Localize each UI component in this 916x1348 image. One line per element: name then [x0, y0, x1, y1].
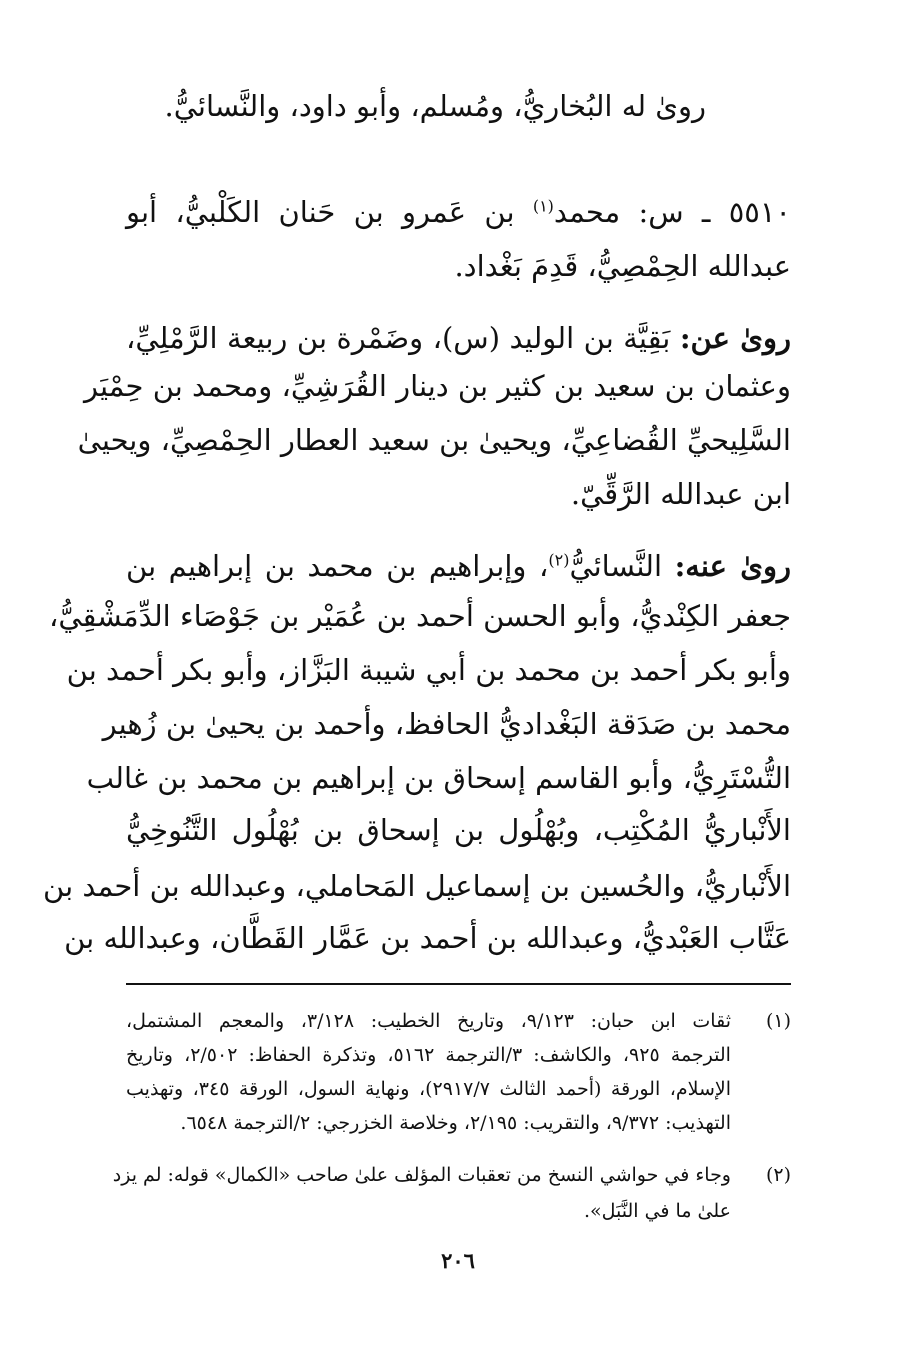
footnote-1-line-1: [126, 1006, 791, 1036]
rawa-anhu-line-8: [64, 918, 791, 958]
footnote-ref-1: (١): [532, 196, 554, 216]
footnote-ref-2: (٢): [548, 550, 570, 570]
rawa-anhu-line-2: [49, 596, 791, 636]
footnote-1-line-4: [126, 1108, 791, 1138]
rawa-anhu-line-7: [43, 866, 791, 906]
rawa-anhu-line-5-text: التُّسْتَرِيُّ، وأبو القاسم إسحاق بن إبراهيم بن محمد بن غالب: [86, 761, 791, 795]
footnote-1-line-1-text: ثقات ابن حبان: ٩/١٢٣، وتاريخ الخطيب: ٣/١٢٨، والمعجم المشتمل،: [126, 1010, 731, 1032]
footnote-separator: [126, 983, 791, 985]
rawa-anhu-first-name: النَّسائيُّ: [569, 549, 663, 583]
entry-number-and-name: ٥٥١٠ ـ س: محمد: [553, 195, 792, 229]
rawa-an-line-3-text: السَّلِيحيِّ القُضاعِيِّ، ويحيىٰ بن سعيد العطار الحِمْصِيِّ، ويحيىٰ: [77, 423, 791, 457]
rawa-anhu-label: روىٰ عنه:: [674, 549, 792, 583]
footnote-1-line-4-text: التهذيب: ٩/٣٧٢، والتقريب: ٢/١٩٥، وخلاصة الخزرجي: ٢/الترجمة ٦٥٤٨.: [180, 1112, 731, 1134]
footnote-1-line-3-text: الإسلام، الورقة (أحمد الثالث ٢٩١٧/٧)، ونهاية السول، الورقة ٣٤٥، وتهذيب: [126, 1078, 732, 1100]
rawa-an-line-1-text: بَقِيَّة بن الوليد (س)، وضَمْرة بن ربيعة الرَّمْلِيِّ،: [126, 321, 671, 355]
rawa-an-line-2-text: وعثمان بن سعيد بن كثير بن دينار القُرَشِيِّ، ومحمد بن حِمْيَر: [84, 369, 791, 403]
page-number: ٢٠٦: [441, 1248, 475, 1273]
entry-line-2-text: عبدالله الحِمْصِيُّ، قَدِمَ بَغْداد.: [454, 249, 791, 283]
rawa-an-line-4: [126, 474, 791, 514]
intro-text: روىٰ له البُخاريُّ، ومُسلم، وأبو داود، والنَّسائيُّ.: [164, 89, 706, 123]
rawa-anhu-line-4: [102, 704, 791, 744]
intro-line: [164, 86, 706, 126]
rawa-anhu-line-1: روىٰ عنه: النَّسائيُّ$^{(٢)}$، وإبراهيم بن محمد بن إبراهيم بن: [126, 549, 792, 583]
rawa-anhu-line-5: [86, 758, 791, 798]
rawa-anhu-line-4-text: محمد بن صَدَقة البَغْداديُّ الحافظ، وأحمد بن يحيىٰ بن زُهير: [102, 707, 791, 741]
footnote-1-line-2: [126, 1040, 791, 1070]
rawa-anhu-line-6-text: الأَنْباريُّ المُكْتِب، وبُهْلُول بن إسحاق بن بُهْلُول التَّنُوخِيُّ: [126, 813, 791, 847]
footnote-2-line-2-text: علىٰ ما في النَّبَل».: [583, 1200, 731, 1222]
entry-heading-rest: بن عَمرو بن حَنان الكَلْبيُّ، أبو: [126, 195, 515, 229]
rawa-anhu-line-7-text: الأَنْباريُّ، والحُسين بن إسماعيل المَحاملي، وعبدالله بن أحمد بن: [43, 869, 791, 903]
rawa-an-line-1: [126, 318, 791, 358]
footnote-1-number: (١): [765, 1010, 791, 1032]
rawa-anhu-line-1-text: وإبراهيم بن محمد بن إبراهيم بن: [126, 549, 527, 583]
rawa-an-line-4-text: ابن عبدالله الرَّقِّيّ.: [570, 477, 791, 511]
rawa-an-line-3: [77, 420, 791, 460]
footnote-1-line-2-text: الترجمة ٩٢٥، والكاشف: ٣/الترجمة ٥١٦٢، وتذكرة الحفاظ: ٢/٥٠٢، وتاريخ: [126, 1044, 731, 1066]
footnote-1-line-3: [126, 1074, 791, 1104]
footnote-2-number: (٢): [765, 1164, 791, 1186]
rawa-anhu-line-3: [66, 650, 791, 690]
rawa-anhu-line-3-text: وأبو بكر أحمد بن محمد بن أبي شيبة البَزَّاز، وأبو بكر أحمد بن: [66, 653, 791, 687]
rawa-anhu-line-6: [126, 810, 791, 850]
rawa-anhu-line-2-text: جعفر الكِنْديُّ، وأبو الحسن أحمد بن عُمَيْر بن جَوْصَاء الدِّمَشْقِيُّ،: [49, 599, 791, 633]
rawa-anhu-line-8-text: عَتَّاب العَبْديُّ، وعبدالله بن أحمد بن عَمَّار القَطَّان، وعبدالله بن: [64, 921, 791, 955]
footnote-2-line-1-text: وجاء في حواشي النسخ من تعقبات المؤلف علىٰ صاحب «الكمال» قوله: لم يزد: [112, 1164, 731, 1186]
rawa-an-label: روىٰ عن:: [679, 321, 792, 355]
entry-heading-line: [126, 192, 791, 232]
footnote-2-line-2: [126, 1196, 791, 1226]
entry-line-2: [126, 246, 791, 286]
footnote-2-line-1: [112, 1160, 791, 1190]
rawa-an-line-2: [84, 366, 791, 406]
